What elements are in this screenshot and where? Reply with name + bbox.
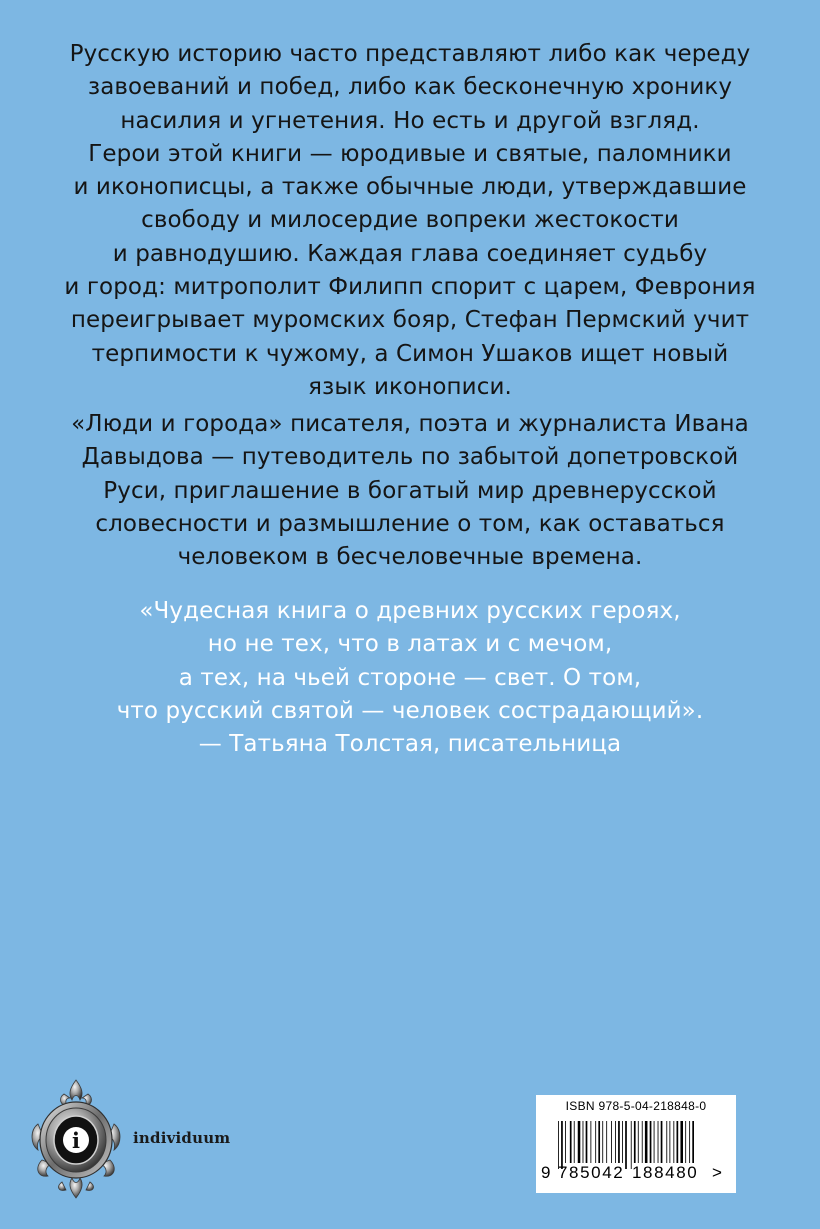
barcode-bar	[658, 1121, 659, 1163]
barcode-bars	[536, 1121, 736, 1169]
barcode-bar	[602, 1121, 603, 1163]
barcode-bar	[574, 1121, 575, 1163]
intro-line: язык иконописи.	[308, 373, 512, 400]
barcode-bar	[642, 1121, 643, 1163]
barcode-bar	[590, 1121, 591, 1163]
logo-letter: i	[72, 1128, 80, 1153]
barcode-bar	[673, 1121, 674, 1163]
about-line: человеком в бесчеловечные времена.	[177, 544, 643, 571]
quote-attribution: — Татьяна Толстая, писательница	[198, 731, 622, 758]
intro-line: и город: митрополит Филипп спорит с царем, Феврония	[64, 274, 756, 301]
barcode-bar	[586, 1121, 588, 1163]
intro-line: и равнодушию. Каждая глава соединяет судьбу	[112, 240, 708, 267]
barcode-bar	[685, 1121, 686, 1163]
barcode-bar	[645, 1121, 648, 1163]
publisher-name: individuum	[133, 1129, 231, 1147]
barcode-bar	[666, 1121, 667, 1163]
barcode-bar	[638, 1121, 639, 1163]
barcode-bar	[611, 1121, 612, 1163]
intro-line: Русскую историю часто представляют либо как череду	[69, 41, 751, 67]
barcode-digits-right: 188480	[632, 1163, 699, 1182]
about-paragraph	[40, 408, 780, 574]
quote-line: а тех, на чьей стороне — свет. О том,	[178, 664, 642, 691]
intro-line: Герои этой книги — юродивые и святые, паломники	[88, 140, 732, 167]
review-quote	[40, 595, 780, 761]
barcode-bar	[692, 1121, 694, 1163]
barcode-digit-first: 9	[541, 1163, 551, 1182]
ornate-frame-logo-icon	[28, 1078, 124, 1200]
about-line: словесности и размышление о том, как оставаться	[95, 510, 725, 537]
quote-line: что русский святой — человек сострадающий».	[116, 697, 704, 724]
barcode-bar	[631, 1121, 632, 1169]
barcode-arrow: >	[712, 1163, 722, 1182]
barcode-bar	[680, 1121, 683, 1163]
intro-line: терпимости к чужому, а Симон Ушаков ищет новый	[91, 340, 729, 367]
barcode-bar	[654, 1121, 655, 1163]
barcode-bar	[618, 1121, 620, 1163]
barcode-bar	[650, 1121, 652, 1163]
intro-paragraph	[40, 38, 780, 404]
barcode-bar	[606, 1121, 607, 1163]
intro-line: завоеваний и побед, либо как бесконечную хронику	[87, 74, 733, 101]
barcode-bar	[598, 1121, 600, 1163]
intro-line: свободу и милосердие вопреки жестокости	[141, 207, 679, 234]
isbn-barcode	[536, 1095, 736, 1193]
barcode-bar	[661, 1121, 663, 1163]
about-line: Давыдова — путеводитель по забытой допетровской	[81, 444, 739, 471]
barcode-digits-left: 785042	[558, 1163, 625, 1182]
barcode-bar	[615, 1121, 616, 1163]
barcode-bar	[622, 1121, 623, 1163]
publisher-logo	[28, 1078, 231, 1200]
barcode-bar	[565, 1121, 566, 1163]
barcode-bar	[595, 1121, 596, 1163]
barcode-bar	[561, 1121, 563, 1169]
barcode-bar	[689, 1121, 690, 1163]
barcode-bar	[634, 1121, 636, 1163]
quote-line: «Чудесная книга о древних русских героях,	[139, 598, 681, 624]
quote-line: но не тех, что в латах и с мечом,	[207, 631, 613, 658]
barcode-bar	[578, 1121, 581, 1163]
about-line: «Люди и города» писателя, поэта и журналиста Ивана	[71, 411, 749, 437]
intro-line: насилия и угнетения. Но есть и другой взгляд.	[120, 107, 700, 134]
barcode-bar	[677, 1121, 679, 1163]
intro-line: и иконописцы, а также обычные люди, утверждавшие	[73, 174, 747, 201]
barcode-bar	[558, 1121, 559, 1169]
barcode-bar	[570, 1121, 572, 1163]
barcode-bar	[583, 1121, 584, 1163]
about-line: Руси, приглашение в богатый мир древнерусской	[103, 477, 717, 504]
isbn-label: ISBN 978-5-04-218848-0	[565, 1099, 707, 1113]
barcode-bar	[625, 1121, 627, 1169]
intro-line: переигрывает муромских бояр, Стефан Пермский учит	[70, 307, 750, 334]
barcode-digits	[536, 1163, 736, 1189]
barcode-bar	[669, 1121, 670, 1163]
